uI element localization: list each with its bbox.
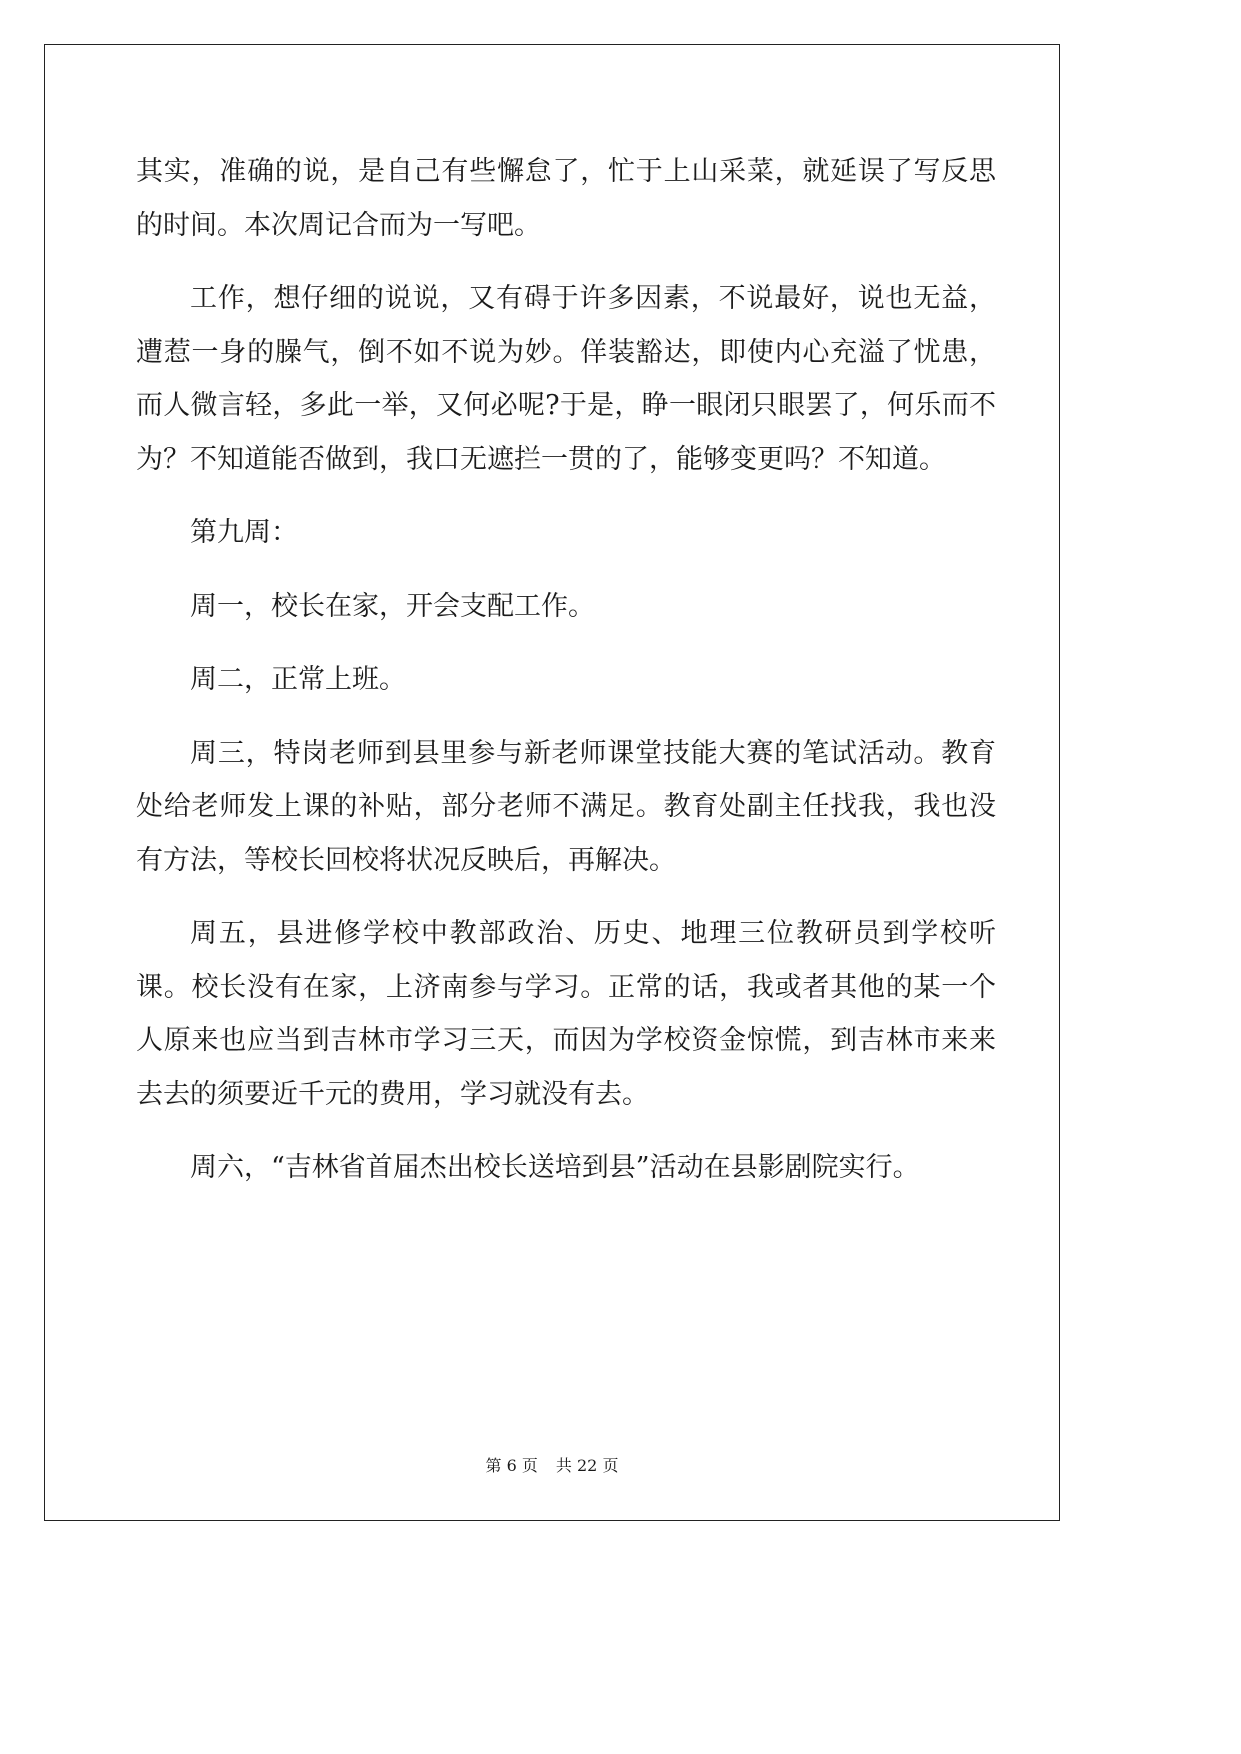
paragraph: 周六，“吉林省首届杰出校长送培到县”活动在县影剧院实行。	[190, 1152, 920, 1183]
paragraph: 周五，县进修学校中教部政治、历史、地理三位教研员到学校听课。校长没有在家，上济南参与学习。正常的话，我或者其他的某一个人原来也应当到吉林市学习三天，而因为学校资金惊慌，到吉林市来来去去的须要近千元的费用，学习就没有去。	[136, 918, 996, 1110]
paragraph: 工作，想仔细的说说，又有碍于许多因素，不说最好，说也无益，遭惹一身的臊气，倒不如不说为妙。佯装豁达，即使内心充溢了忧患，而人微言轻，多此一举，又何必呢?于是，睁一眼闭只眼罢了，何乐而不为？不知道能否做到，我口无遮拦一贯的了，能够变更吗？不知道。	[136, 283, 996, 475]
paragraph: 周一，校长在家，开会支配工作。	[190, 590, 595, 622]
paragraph: 周三，特岗老师到县里参与新老师课堂技能大赛的笔试活动。教育处给老师发上课的补贴，部分老师不满足。教育处副主任找我，我也没有方法，等校长回校将状况反映后，再解决。	[136, 737, 996, 876]
paragraph: 其实，准确的说，是自己有些懈怠了，忙于上山采菜，就延误了写反思的时间。本次周记合而为一写吧。	[136, 156, 996, 241]
page-footer	[0, 1453, 1104, 1476]
page-number: 第 6 页	[485, 1456, 538, 1475]
document-body	[136, 145, 996, 1215]
paragraph: 周二，正常上班。	[190, 664, 406, 695]
paragraph: 第九周：	[190, 517, 298, 548]
page-total: 共 22 页	[555, 1456, 619, 1475]
